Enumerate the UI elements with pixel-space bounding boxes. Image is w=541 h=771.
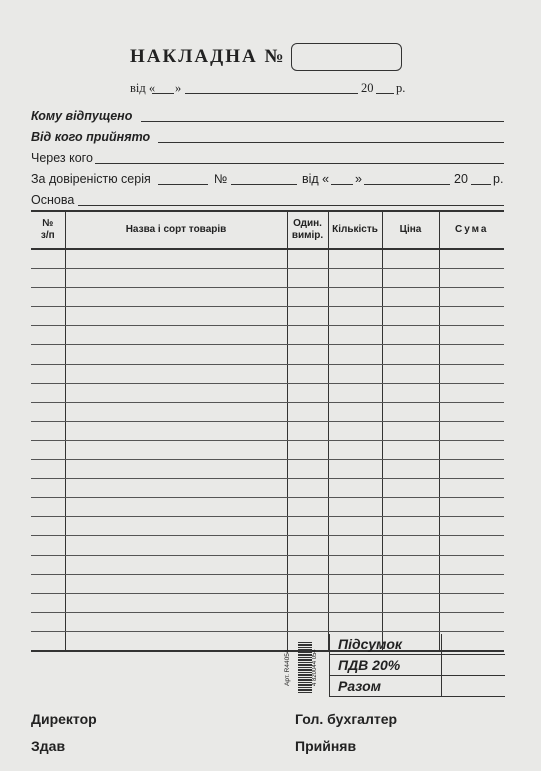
table-cell[interactable]: [287, 326, 328, 345]
table-cell[interactable]: [65, 307, 287, 326]
table-cell[interactable]: [328, 307, 382, 326]
table-header-row: [31, 211, 504, 249]
table-cell[interactable]: [382, 460, 439, 479]
barcode-icon: [298, 642, 312, 694]
table-cell[interactable]: [65, 631, 287, 651]
table-cell[interactable]: [439, 307, 504, 326]
page-title: НАКЛАДНА №: [130, 46, 286, 67]
table-cell[interactable]: [287, 440, 328, 459]
date-year-line[interactable]: [376, 93, 394, 94]
basis-label: Основа: [31, 193, 75, 207]
date-year-prefix: 20: [361, 81, 374, 95]
table-cell[interactable]: [31, 440, 65, 459]
table-row: [31, 326, 504, 345]
table-row: [31, 574, 504, 593]
table-cell[interactable]: [439, 460, 504, 479]
signature-handed-over: Здав: [31, 738, 66, 754]
table-cell[interactable]: [328, 440, 382, 459]
subtotal-row: [330, 634, 505, 655]
goods-table: [31, 210, 504, 652]
table-cell[interactable]: [65, 536, 287, 555]
table-cell[interactable]: [65, 440, 287, 459]
table-cell[interactable]: [382, 326, 439, 345]
table-cell[interactable]: [65, 383, 287, 402]
article-barcode: [284, 640, 328, 696]
signature-chief-accountant: Гол. бухгалтер: [295, 711, 398, 727]
table-cell[interactable]: [65, 574, 287, 593]
table-cell[interactable]: [439, 288, 504, 307]
table-cell[interactable]: [65, 249, 287, 269]
table-row: [31, 269, 504, 288]
table-cell[interactable]: [287, 269, 328, 288]
table-cell[interactable]: [382, 612, 439, 631]
table-cell[interactable]: [328, 421, 382, 440]
vat-label: ПДВ 20%: [330, 655, 442, 676]
table-cell[interactable]: [287, 555, 328, 574]
table-cell[interactable]: [382, 517, 439, 536]
via-line[interactable]: [95, 163, 504, 164]
table-row: [31, 536, 504, 555]
date-mid: »: [175, 81, 182, 95]
table-cell[interactable]: [328, 345, 382, 364]
table-cell[interactable]: [287, 536, 328, 555]
table-cell[interactable]: [382, 402, 439, 421]
table-cell[interactable]: [382, 364, 439, 383]
table-cell[interactable]: [31, 326, 65, 345]
from-whom-label: Від кого прийнято: [31, 130, 151, 144]
table-cell[interactable]: [328, 498, 382, 517]
table-row: [31, 555, 504, 574]
table-row: [31, 517, 504, 536]
table-cell[interactable]: [287, 364, 328, 383]
table-cell[interactable]: [382, 249, 439, 269]
table-cell[interactable]: [287, 498, 328, 517]
table-cell[interactable]: [328, 574, 382, 593]
table-cell[interactable]: [382, 536, 439, 555]
table-cell[interactable]: [382, 307, 439, 326]
table-row: [31, 383, 504, 402]
table-cell[interactable]: [439, 517, 504, 536]
signature-received: Прийняв: [295, 738, 357, 754]
vat-value[interactable]: [442, 655, 505, 676]
table-cell[interactable]: [31, 402, 65, 421]
table-row: [31, 612, 504, 631]
table-cell[interactable]: [382, 421, 439, 440]
table-cell[interactable]: [439, 440, 504, 459]
table-cell[interactable]: [287, 574, 328, 593]
table-cell[interactable]: [382, 555, 439, 574]
subtotal-value[interactable]: [442, 634, 505, 655]
total-value[interactable]: [442, 676, 505, 697]
table-row: [31, 364, 504, 383]
table-cell[interactable]: [287, 383, 328, 402]
col-header-price: Ціна: [382, 211, 439, 249]
table-cell[interactable]: [31, 288, 65, 307]
table-row: [31, 345, 504, 364]
table-row: [31, 440, 504, 459]
table-cell[interactable]: [65, 593, 287, 612]
date-year-suffix: р.: [396, 81, 406, 95]
table-cell[interactable]: [382, 288, 439, 307]
table-cell[interactable]: [328, 383, 382, 402]
date-prefix: від «: [130, 81, 156, 95]
table-cell[interactable]: [31, 421, 65, 440]
table-cell[interactable]: [31, 517, 65, 536]
table-cell[interactable]: [328, 249, 382, 269]
table-cell[interactable]: [382, 345, 439, 364]
table-cell[interactable]: [287, 517, 328, 536]
table-row: [31, 307, 504, 326]
table-cell[interactable]: [31, 631, 65, 651]
article-label: Арт. R44054: [284, 649, 291, 687]
table-cell[interactable]: [31, 269, 65, 288]
table-cell[interactable]: [439, 383, 504, 402]
table-cell[interactable]: [65, 288, 287, 307]
table-cell[interactable]: [31, 364, 65, 383]
vat-row: [330, 655, 505, 676]
proxy-no-label: №: [214, 172, 228, 186]
table-cell[interactable]: [328, 536, 382, 555]
table-cell[interactable]: [287, 345, 328, 364]
table-cell[interactable]: [287, 593, 328, 612]
table-cell[interactable]: [31, 307, 65, 326]
proxy-series-label: За довіреністю серія: [31, 172, 151, 186]
table-cell[interactable]: [328, 479, 382, 498]
table-cell[interactable]: [287, 421, 328, 440]
from-whom-line[interactable]: [158, 142, 504, 143]
table-cell[interactable]: [382, 269, 439, 288]
col-header-unit: Один. вимір.: [287, 211, 328, 249]
table-row: [31, 421, 504, 440]
subtotal-label: Підсумок: [330, 634, 442, 655]
table-cell[interactable]: [439, 326, 504, 345]
col-header-name: Назва і сорт товарів: [65, 211, 287, 249]
table-row: [31, 498, 504, 517]
table-cell[interactable]: [65, 555, 287, 574]
to-whom-label: Кому відпущено: [31, 109, 133, 123]
table-cell[interactable]: [65, 460, 287, 479]
table-row: [31, 288, 504, 307]
table-cell[interactable]: [328, 269, 382, 288]
col-header-number: № з/п: [31, 211, 65, 249]
table-body: [31, 249, 504, 651]
table-cell[interactable]: [65, 402, 287, 421]
table-cell[interactable]: [382, 440, 439, 459]
table-cell[interactable]: [439, 402, 504, 421]
table-cell[interactable]: [31, 498, 65, 517]
table-cell[interactable]: [65, 479, 287, 498]
table-cell[interactable]: [328, 288, 382, 307]
table-cell[interactable]: [328, 402, 382, 421]
table-cell[interactable]: [65, 421, 287, 440]
table-cell[interactable]: [439, 269, 504, 288]
table-cell[interactable]: [287, 612, 328, 631]
proxy-no-line[interactable]: [231, 184, 297, 185]
table-cell[interactable]: [439, 364, 504, 383]
proxy-year-prefix: 20: [454, 172, 468, 186]
table-cell[interactable]: [328, 364, 382, 383]
table-row: [31, 249, 504, 269]
table-cell[interactable]: [382, 593, 439, 612]
table-cell[interactable]: [287, 479, 328, 498]
table-cell[interactable]: [31, 249, 65, 269]
col-header-sum: Сума: [439, 211, 504, 249]
table-cell[interactable]: [31, 479, 65, 498]
table-cell[interactable]: [287, 249, 328, 269]
signature-director: Директор: [31, 711, 97, 727]
table-cell[interactable]: [287, 402, 328, 421]
table-cell[interactable]: [382, 383, 439, 402]
table-cell[interactable]: [31, 383, 65, 402]
table-cell[interactable]: [382, 574, 439, 593]
table-cell[interactable]: [439, 593, 504, 612]
table-cell[interactable]: [31, 612, 65, 631]
table-cell[interactable]: [65, 498, 287, 517]
table-row: [31, 460, 504, 479]
table-cell[interactable]: [382, 498, 439, 517]
proxy-date-prefix: від «: [302, 172, 330, 186]
table-cell[interactable]: [65, 364, 287, 383]
table-cell[interactable]: [65, 612, 287, 631]
table-cell[interactable]: [287, 307, 328, 326]
total-row: [330, 676, 505, 697]
table-cell[interactable]: [287, 460, 328, 479]
table-cell[interactable]: [439, 612, 504, 631]
proxy-year-line[interactable]: [471, 184, 491, 185]
total-label: Разом: [330, 676, 442, 697]
table-cell[interactable]: [31, 555, 65, 574]
table-cell[interactable]: [31, 460, 65, 479]
table-cell[interactable]: [439, 479, 504, 498]
table-cell[interactable]: [31, 345, 65, 364]
table-cell[interactable]: [439, 249, 504, 269]
basis-line[interactable]: [78, 205, 504, 206]
proxy-day-line[interactable]: [331, 184, 353, 185]
proxy-year-suffix: р.: [493, 172, 504, 186]
table-cell[interactable]: [65, 345, 287, 364]
table-cell[interactable]: [439, 498, 504, 517]
invoice-number-box[interactable]: [291, 43, 402, 71]
table-cell[interactable]: [328, 555, 382, 574]
table-cell[interactable]: [382, 479, 439, 498]
table-cell[interactable]: [328, 460, 382, 479]
table-cell[interactable]: [328, 326, 382, 345]
table-cell[interactable]: [65, 517, 287, 536]
col-header-quantity: Кількість: [328, 211, 382, 249]
table-cell[interactable]: [328, 517, 382, 536]
table-row: [31, 479, 504, 498]
table-cell[interactable]: [65, 326, 287, 345]
proxy-month-line[interactable]: [364, 184, 450, 185]
table-cell[interactable]: [31, 536, 65, 555]
table-cell[interactable]: [287, 288, 328, 307]
table-cell[interactable]: [439, 536, 504, 555]
to-whom-line[interactable]: [141, 121, 504, 122]
proxy-series-line[interactable]: [158, 184, 208, 185]
table-cell[interactable]: [31, 593, 65, 612]
table-cell[interactable]: [439, 421, 504, 440]
date-month-line[interactable]: [185, 93, 358, 94]
table-cell[interactable]: [328, 612, 382, 631]
table-cell[interactable]: [31, 574, 65, 593]
barcode-number: 4 820044 054: [312, 649, 318, 687]
proxy-date-mid: »: [355, 172, 362, 186]
via-label: Через кого: [31, 151, 93, 165]
table-cell[interactable]: [65, 269, 287, 288]
table-row: [31, 402, 504, 421]
table-cell[interactable]: [439, 345, 504, 364]
totals-table: [329, 634, 505, 697]
date-day-line[interactable]: [152, 93, 174, 94]
table-cell[interactable]: [328, 593, 382, 612]
table-row: [31, 593, 504, 612]
table-cell[interactable]: [439, 574, 504, 593]
table-cell[interactable]: [439, 555, 504, 574]
